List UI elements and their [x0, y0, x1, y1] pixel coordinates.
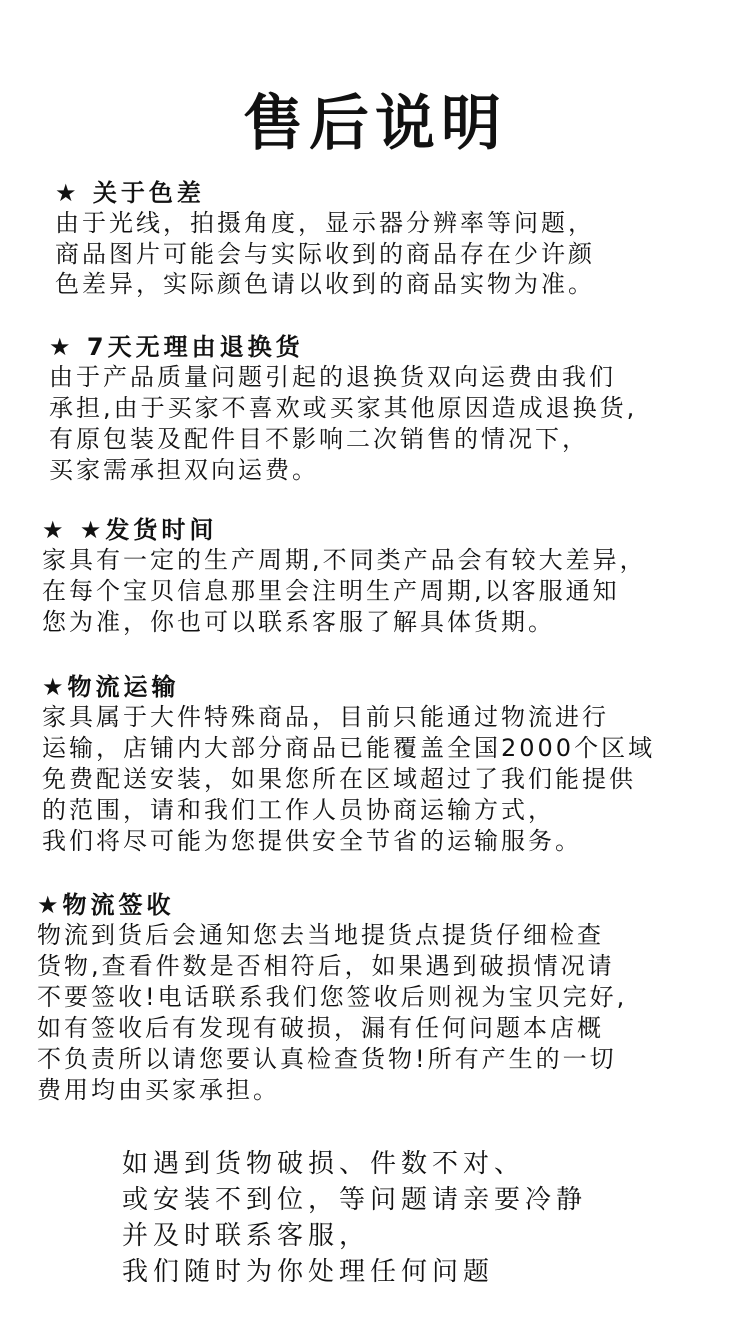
page-title: 售后说明 — [243, 89, 507, 159]
section-line: 商品图片可能会与实际收到的商品存在少许颜 — [55, 239, 595, 268]
section-line: 费用均由买家承担。 — [37, 1076, 280, 1104]
section-line: 我们将尽可能为您提供安全节省的运输服务。 — [42, 827, 582, 855]
section-logistics-transport — [42, 672, 655, 857]
section-line: 在每个宝贝信息那里会注明生产周期,以客服通知 — [42, 577, 620, 605]
section-line: 由于产品质量问题引起的退换货双向运费由我们 — [49, 363, 616, 391]
section-logistics-receipt — [37, 890, 627, 1106]
section-line: 的范围，请和我们工作人员协商运输方式， — [42, 796, 555, 824]
section-line: 有原包装及配件目不影响二次销售的情况下， — [49, 425, 589, 453]
section-color-difference — [55, 178, 595, 300]
section-line: 如有签收后有发现有破损，漏有任何问题本店概 — [37, 1014, 604, 1042]
section-heading: ★物流签收 — [37, 891, 175, 919]
section-heading: ★物流运输 — [42, 673, 180, 701]
section-heading: ★ 7天无理由退换货 — [49, 333, 304, 361]
section-shipping-time — [42, 515, 647, 638]
section-line: 家具属于大件特殊商品，目前只能通过物流进行 — [42, 703, 609, 731]
section-7day-return — [49, 332, 637, 486]
section-line: 运输，店铺内大部分商品已能覆盖全国2000个区域 — [42, 734, 656, 762]
section-line: 色差异，实际颜色请以收到的商品实物为准。 — [55, 270, 595, 298]
section-line: 承担,由于买家不喜欢或买家其他原因造成退换货, — [49, 394, 638, 422]
section-heading: ★ ★发货时间 — [42, 516, 218, 544]
section-line: 不负责所以请您要认真检查货物!所有产生的一切 — [37, 1045, 617, 1073]
section-line: 不要签收!电话联系我们您签收后则视为宝贝完好, — [37, 983, 628, 1011]
section-line: 您为准，你也可以联系客服了解具体货期。 — [42, 608, 555, 636]
section-line: 物流到货后会通知您去当地提货点提货仔细检查 — [37, 921, 604, 949]
closing-line: 我们随时为你处理任何问题 — [122, 1257, 495, 1287]
section-heading: ★ 关于色差 — [55, 179, 205, 207]
section-line: 货物,查看件数是否相符后，如果遇到破损情况请 — [37, 952, 615, 980]
section-line: 家具有一定的生产周期,不同类产品会有较大差异， — [42, 546, 647, 574]
closing-line: 如遇到货物破损、件数不对、 — [122, 1149, 526, 1179]
section-line: 由于光线，拍摄角度，显示器分辨率等问题， — [55, 209, 595, 237]
closing-line: 或安装不到位，等问题请亲要冷静 — [122, 1185, 588, 1215]
closing-line: 并及时联系客服， — [122, 1221, 371, 1251]
section-line: 免费配送安装，如果您所在区域超过了我们能提供 — [42, 765, 636, 793]
section-line: 买家需承担双向运费。 — [49, 456, 319, 484]
closing-note — [122, 1146, 587, 1290]
